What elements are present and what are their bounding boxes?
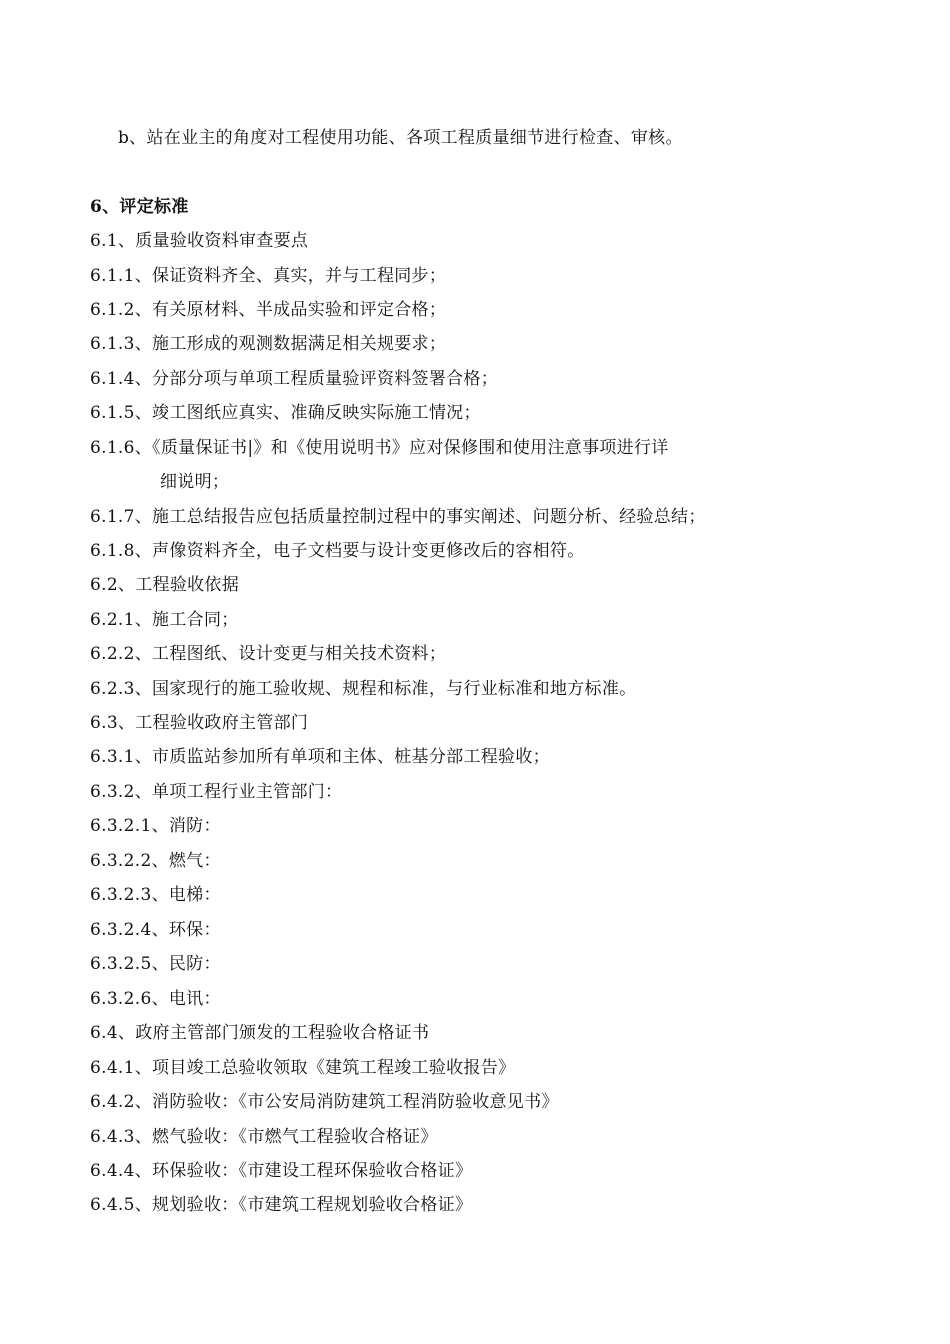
list-item: 6.3.2、单项工程行业主管部门： bbox=[90, 782, 343, 802]
list-item: 6.3.1、市质监站参加所有单项和主体、桩基分部工程验收； bbox=[90, 747, 550, 767]
subsection-title: 6.2、工程验收依据 bbox=[90, 575, 240, 595]
subsection-title: 6.4、政府主管部门颁发的工程验收合格证书 bbox=[90, 1023, 430, 1043]
section-heading: 6、评定标准 bbox=[90, 197, 189, 217]
list-item: 6.1.6、《质量保证书|》和《使用说明书》应对保修围和使用注意事项进行详 bbox=[90, 438, 669, 458]
list-item: 6.4.2、消防验收：《市公安局消防建筑工程消防验收意见书》 bbox=[90, 1092, 559, 1112]
list-item: 6.4.3、燃气验收：《市燃气工程验收合格证》 bbox=[90, 1127, 438, 1147]
list-item: 6.2.3、国家现行的施工验收规、规程和标准，与行业标准和地方标准。 bbox=[90, 679, 637, 699]
subsection-title: 6.3、工程验收政府主管部门 bbox=[90, 713, 309, 733]
list-item: 6.4.1、项目竣工总验收领取《建筑工程竣工验收报告》 bbox=[90, 1058, 516, 1078]
list-item: 6.1.7、施工总结报告应包括质量控制过程中的事实阐述、问题分析、经验总结； bbox=[90, 507, 706, 527]
list-item: 6.3.2.6、电讯： bbox=[90, 989, 221, 1009]
list-item: 6.1.8、声像资料齐全，电子文档要与设计变更修改后的容相符。 bbox=[90, 541, 585, 561]
list-item: 6.1.2、有关原材料、半成品实验和评定合格； bbox=[90, 300, 447, 320]
list-item: 6.3.2.3、电梯： bbox=[90, 885, 221, 905]
list-item: 6.1.3、施工形成的观测数据满足相关规要求； bbox=[90, 334, 447, 354]
list-item: 6.4.5、规划验收：《市建筑工程规划验收合格证》 bbox=[90, 1195, 473, 1215]
subsection-title: 6.1、质量验收资料审查要点 bbox=[90, 231, 309, 251]
list-item: 6.3.2.1、消防： bbox=[90, 816, 221, 836]
list-item: 6.1.1、保证资料齐全、真实，并与工程同步； bbox=[90, 266, 447, 286]
list-item: 6.1.4、分部分项与单项工程质量验评资料签署合格； bbox=[90, 369, 499, 389]
list-item-continuation: 细说明； bbox=[160, 472, 230, 492]
list-item: 6.1.5、竣工图纸应真实、准确反映实际施工情况； bbox=[90, 403, 481, 423]
list-item: 6.3.2.4、环保： bbox=[90, 920, 221, 940]
list-item: 6.3.2.2、燃气： bbox=[90, 851, 221, 871]
intro-paragraph: b、站在业主的角度对工程使用功能、各项工程质量细节进行检查、审核。 bbox=[118, 128, 683, 148]
list-item: 6.2.2、工程图纸、设计变更与相关技术资料； bbox=[90, 644, 447, 664]
list-item: 6.2.1、施工合同； bbox=[90, 610, 239, 630]
list-item: 6.3.2.5、民防： bbox=[90, 954, 221, 974]
list-item: 6.4.4、环保验收：《市建设工程环保验收合格证》 bbox=[90, 1161, 473, 1181]
